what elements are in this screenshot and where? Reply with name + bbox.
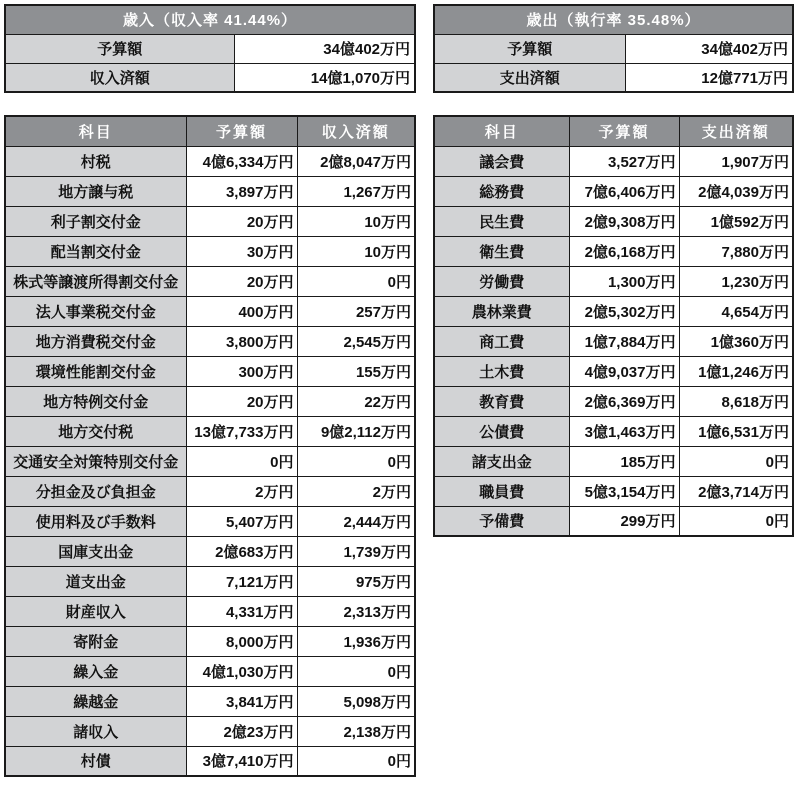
table-row xyxy=(434,296,793,326)
row-value: 400万円 xyxy=(186,296,297,326)
row-value: 0円 xyxy=(297,266,415,296)
row-value: 2,545万円 xyxy=(297,326,415,356)
row-label: 利子割交付金 xyxy=(5,206,186,236)
table-row xyxy=(5,176,415,206)
table-row xyxy=(434,386,793,416)
row-label: 教育費 xyxy=(434,386,569,416)
row-value: 2億6,369万円 xyxy=(569,386,679,416)
row-label: 収入済額 xyxy=(5,63,234,92)
table-row xyxy=(434,476,793,506)
table-row xyxy=(5,506,415,536)
row-value: 1,267万円 xyxy=(297,176,415,206)
row-value: 2億3,714万円 xyxy=(679,476,793,506)
revenue-summary-body xyxy=(5,34,415,92)
row-label: 労働費 xyxy=(434,266,569,296)
row-label: 総務費 xyxy=(434,176,569,206)
row-value: 34億402万円 xyxy=(625,34,793,63)
row-value: 2億4,039万円 xyxy=(679,176,793,206)
table-row xyxy=(434,356,793,386)
row-value: 3,800万円 xyxy=(186,326,297,356)
row-value: 5億3,154万円 xyxy=(569,476,679,506)
row-value: 3,527万円 xyxy=(569,146,679,176)
row-value: 2,138万円 xyxy=(297,716,415,746)
row-value: 14億1,070万円 xyxy=(234,63,415,92)
revenue-detail-table xyxy=(4,115,416,777)
row-value: 2万円 xyxy=(297,476,415,506)
table-row xyxy=(5,356,415,386)
row-label: 土木費 xyxy=(434,356,569,386)
table-row xyxy=(434,506,793,536)
revenue-summary-title: 歳入（収入率 41.44%） xyxy=(5,5,415,34)
row-value: 3億7,410万円 xyxy=(186,746,297,776)
row-value: 13億7,733万円 xyxy=(186,416,297,446)
row-label: 村税 xyxy=(5,146,186,176)
row-label: 職員費 xyxy=(434,476,569,506)
row-label: 諸収入 xyxy=(5,716,186,746)
table-row xyxy=(5,686,415,716)
col-header-paid: 支出済額 xyxy=(679,116,793,146)
row-value: 2億8,047万円 xyxy=(297,146,415,176)
row-value: 3,897万円 xyxy=(186,176,297,206)
table-row xyxy=(5,446,415,476)
row-label: 地方交付税 xyxy=(5,416,186,446)
row-value: 0円 xyxy=(186,446,297,476)
table-row xyxy=(434,34,793,63)
row-label: 寄附金 xyxy=(5,626,186,656)
table-row xyxy=(434,326,793,356)
row-value: 1億1,246万円 xyxy=(679,356,793,386)
row-value: 1,230万円 xyxy=(679,266,793,296)
row-label: 道支出金 xyxy=(5,566,186,596)
row-value: 0円 xyxy=(679,446,793,476)
row-value: 4,331万円 xyxy=(186,596,297,626)
expenditure-detail-table xyxy=(433,115,794,537)
revenue-summary-table xyxy=(4,4,416,93)
row-value: 10万円 xyxy=(297,236,415,266)
table-row xyxy=(434,206,793,236)
row-value: 34億402万円 xyxy=(234,34,415,63)
table-row xyxy=(5,296,415,326)
row-label: 諸支出金 xyxy=(434,446,569,476)
row-label: 議会費 xyxy=(434,146,569,176)
row-label: 民生費 xyxy=(434,206,569,236)
row-value: 2億9,308万円 xyxy=(569,206,679,236)
row-value: 4億9,037万円 xyxy=(569,356,679,386)
row-value: 1,936万円 xyxy=(297,626,415,656)
row-value: 1億7,884万円 xyxy=(569,326,679,356)
row-value: 300万円 xyxy=(186,356,297,386)
row-value: 5,098万円 xyxy=(297,686,415,716)
table-row xyxy=(5,34,415,63)
table-header-row xyxy=(434,116,793,146)
row-value: 2億5,302万円 xyxy=(569,296,679,326)
table-row xyxy=(5,326,415,356)
table-row xyxy=(5,146,415,176)
expenditure-summary-body xyxy=(434,34,793,92)
table-row xyxy=(5,266,415,296)
row-label: 農林業費 xyxy=(434,296,569,326)
table-row xyxy=(5,5,415,34)
table-row xyxy=(5,656,415,686)
row-value: 5,407万円 xyxy=(186,506,297,536)
row-label: 株式等譲渡所得割交付金 xyxy=(5,266,186,296)
row-value: 2,444万円 xyxy=(297,506,415,536)
row-value: 0円 xyxy=(297,656,415,686)
row-label: 配当割交付金 xyxy=(5,236,186,266)
table-row xyxy=(434,236,793,266)
row-label: 国庫支出金 xyxy=(5,536,186,566)
row-label: 支出済額 xyxy=(434,63,625,92)
row-value: 975万円 xyxy=(297,566,415,596)
row-value: 10万円 xyxy=(297,206,415,236)
table-row xyxy=(5,566,415,596)
row-label: 衛生費 xyxy=(434,236,569,266)
table-row xyxy=(434,446,793,476)
row-value: 20万円 xyxy=(186,266,297,296)
row-label: 予算額 xyxy=(5,34,234,63)
col-header-category: 科目 xyxy=(434,116,569,146)
row-value: 2,313万円 xyxy=(297,596,415,626)
table-row xyxy=(434,176,793,206)
col-header-budget: 予算額 xyxy=(186,116,297,146)
row-label: 予備費 xyxy=(434,506,569,536)
row-label: 環境性能割交付金 xyxy=(5,356,186,386)
table-row xyxy=(434,5,793,34)
row-value: 1億592万円 xyxy=(679,206,793,236)
table-row xyxy=(434,63,793,92)
col-header-category: 科目 xyxy=(5,116,186,146)
row-label: 地方消費税交付金 xyxy=(5,326,186,356)
table-row xyxy=(5,596,415,626)
expenditure-summary-table xyxy=(433,4,794,93)
expenditure-summary-title: 歳出（執行率 35.48%） xyxy=(434,5,793,34)
table-row xyxy=(5,536,415,566)
table-row xyxy=(5,416,415,446)
row-value: 2億23万円 xyxy=(186,716,297,746)
row-value: 299万円 xyxy=(569,506,679,536)
row-value: 185万円 xyxy=(569,446,679,476)
row-value: 3,841万円 xyxy=(186,686,297,716)
row-label: 村債 xyxy=(5,746,186,776)
row-value: 8,618万円 xyxy=(679,386,793,416)
row-value: 1億6,531万円 xyxy=(679,416,793,446)
row-value: 155万円 xyxy=(297,356,415,386)
row-value: 12億771万円 xyxy=(625,63,793,92)
row-label: 分担金及び負担金 xyxy=(5,476,186,506)
revenue-detail-body xyxy=(5,146,415,776)
row-label: 地方特例交付金 xyxy=(5,386,186,416)
row-label: 繰越金 xyxy=(5,686,186,716)
table-row xyxy=(5,236,415,266)
row-value: 7,121万円 xyxy=(186,566,297,596)
row-value: 9億2,112万円 xyxy=(297,416,415,446)
row-value: 30万円 xyxy=(186,236,297,266)
table-row xyxy=(5,626,415,656)
table-row xyxy=(5,746,415,776)
row-label: 商工費 xyxy=(434,326,569,356)
table-row xyxy=(5,386,415,416)
row-value: 7,880万円 xyxy=(679,236,793,266)
table-row xyxy=(5,476,415,506)
row-value: 4,654万円 xyxy=(679,296,793,326)
row-value: 4億6,334万円 xyxy=(186,146,297,176)
table-row xyxy=(434,416,793,446)
row-value: 0円 xyxy=(297,446,415,476)
row-value: 1,300万円 xyxy=(569,266,679,296)
row-value: 0円 xyxy=(297,746,415,776)
row-value: 22万円 xyxy=(297,386,415,416)
col-header-budget: 予算額 xyxy=(569,116,679,146)
row-value: 1億360万円 xyxy=(679,326,793,356)
row-value: 1,739万円 xyxy=(297,536,415,566)
row-label: 交通安全対策特別交付金 xyxy=(5,446,186,476)
table-row xyxy=(5,63,415,92)
row-value: 20万円 xyxy=(186,206,297,236)
row-label: 繰入金 xyxy=(5,656,186,686)
row-label: 法人事業税交付金 xyxy=(5,296,186,326)
row-value: 4億1,030万円 xyxy=(186,656,297,686)
col-header-received: 収入済額 xyxy=(297,116,415,146)
row-label: 財産収入 xyxy=(5,596,186,626)
row-value: 2億6,168万円 xyxy=(569,236,679,266)
row-label: 予算額 xyxy=(434,34,625,63)
row-value: 2万円 xyxy=(186,476,297,506)
expenditure-detail-body xyxy=(434,146,793,536)
row-value: 8,000万円 xyxy=(186,626,297,656)
table-row xyxy=(5,206,415,236)
row-value: 257万円 xyxy=(297,296,415,326)
row-label: 使用料及び手数料 xyxy=(5,506,186,536)
row-label: 公債費 xyxy=(434,416,569,446)
row-value: 0円 xyxy=(679,506,793,536)
row-value: 2億683万円 xyxy=(186,536,297,566)
row-value: 1,907万円 xyxy=(679,146,793,176)
row-value: 20万円 xyxy=(186,386,297,416)
row-value: 3億1,463万円 xyxy=(569,416,679,446)
row-label: 地方譲与税 xyxy=(5,176,186,206)
table-row xyxy=(5,716,415,746)
table-row xyxy=(434,266,793,296)
row-value: 7億6,406万円 xyxy=(569,176,679,206)
table-header-row xyxy=(5,116,415,146)
table-row xyxy=(434,146,793,176)
